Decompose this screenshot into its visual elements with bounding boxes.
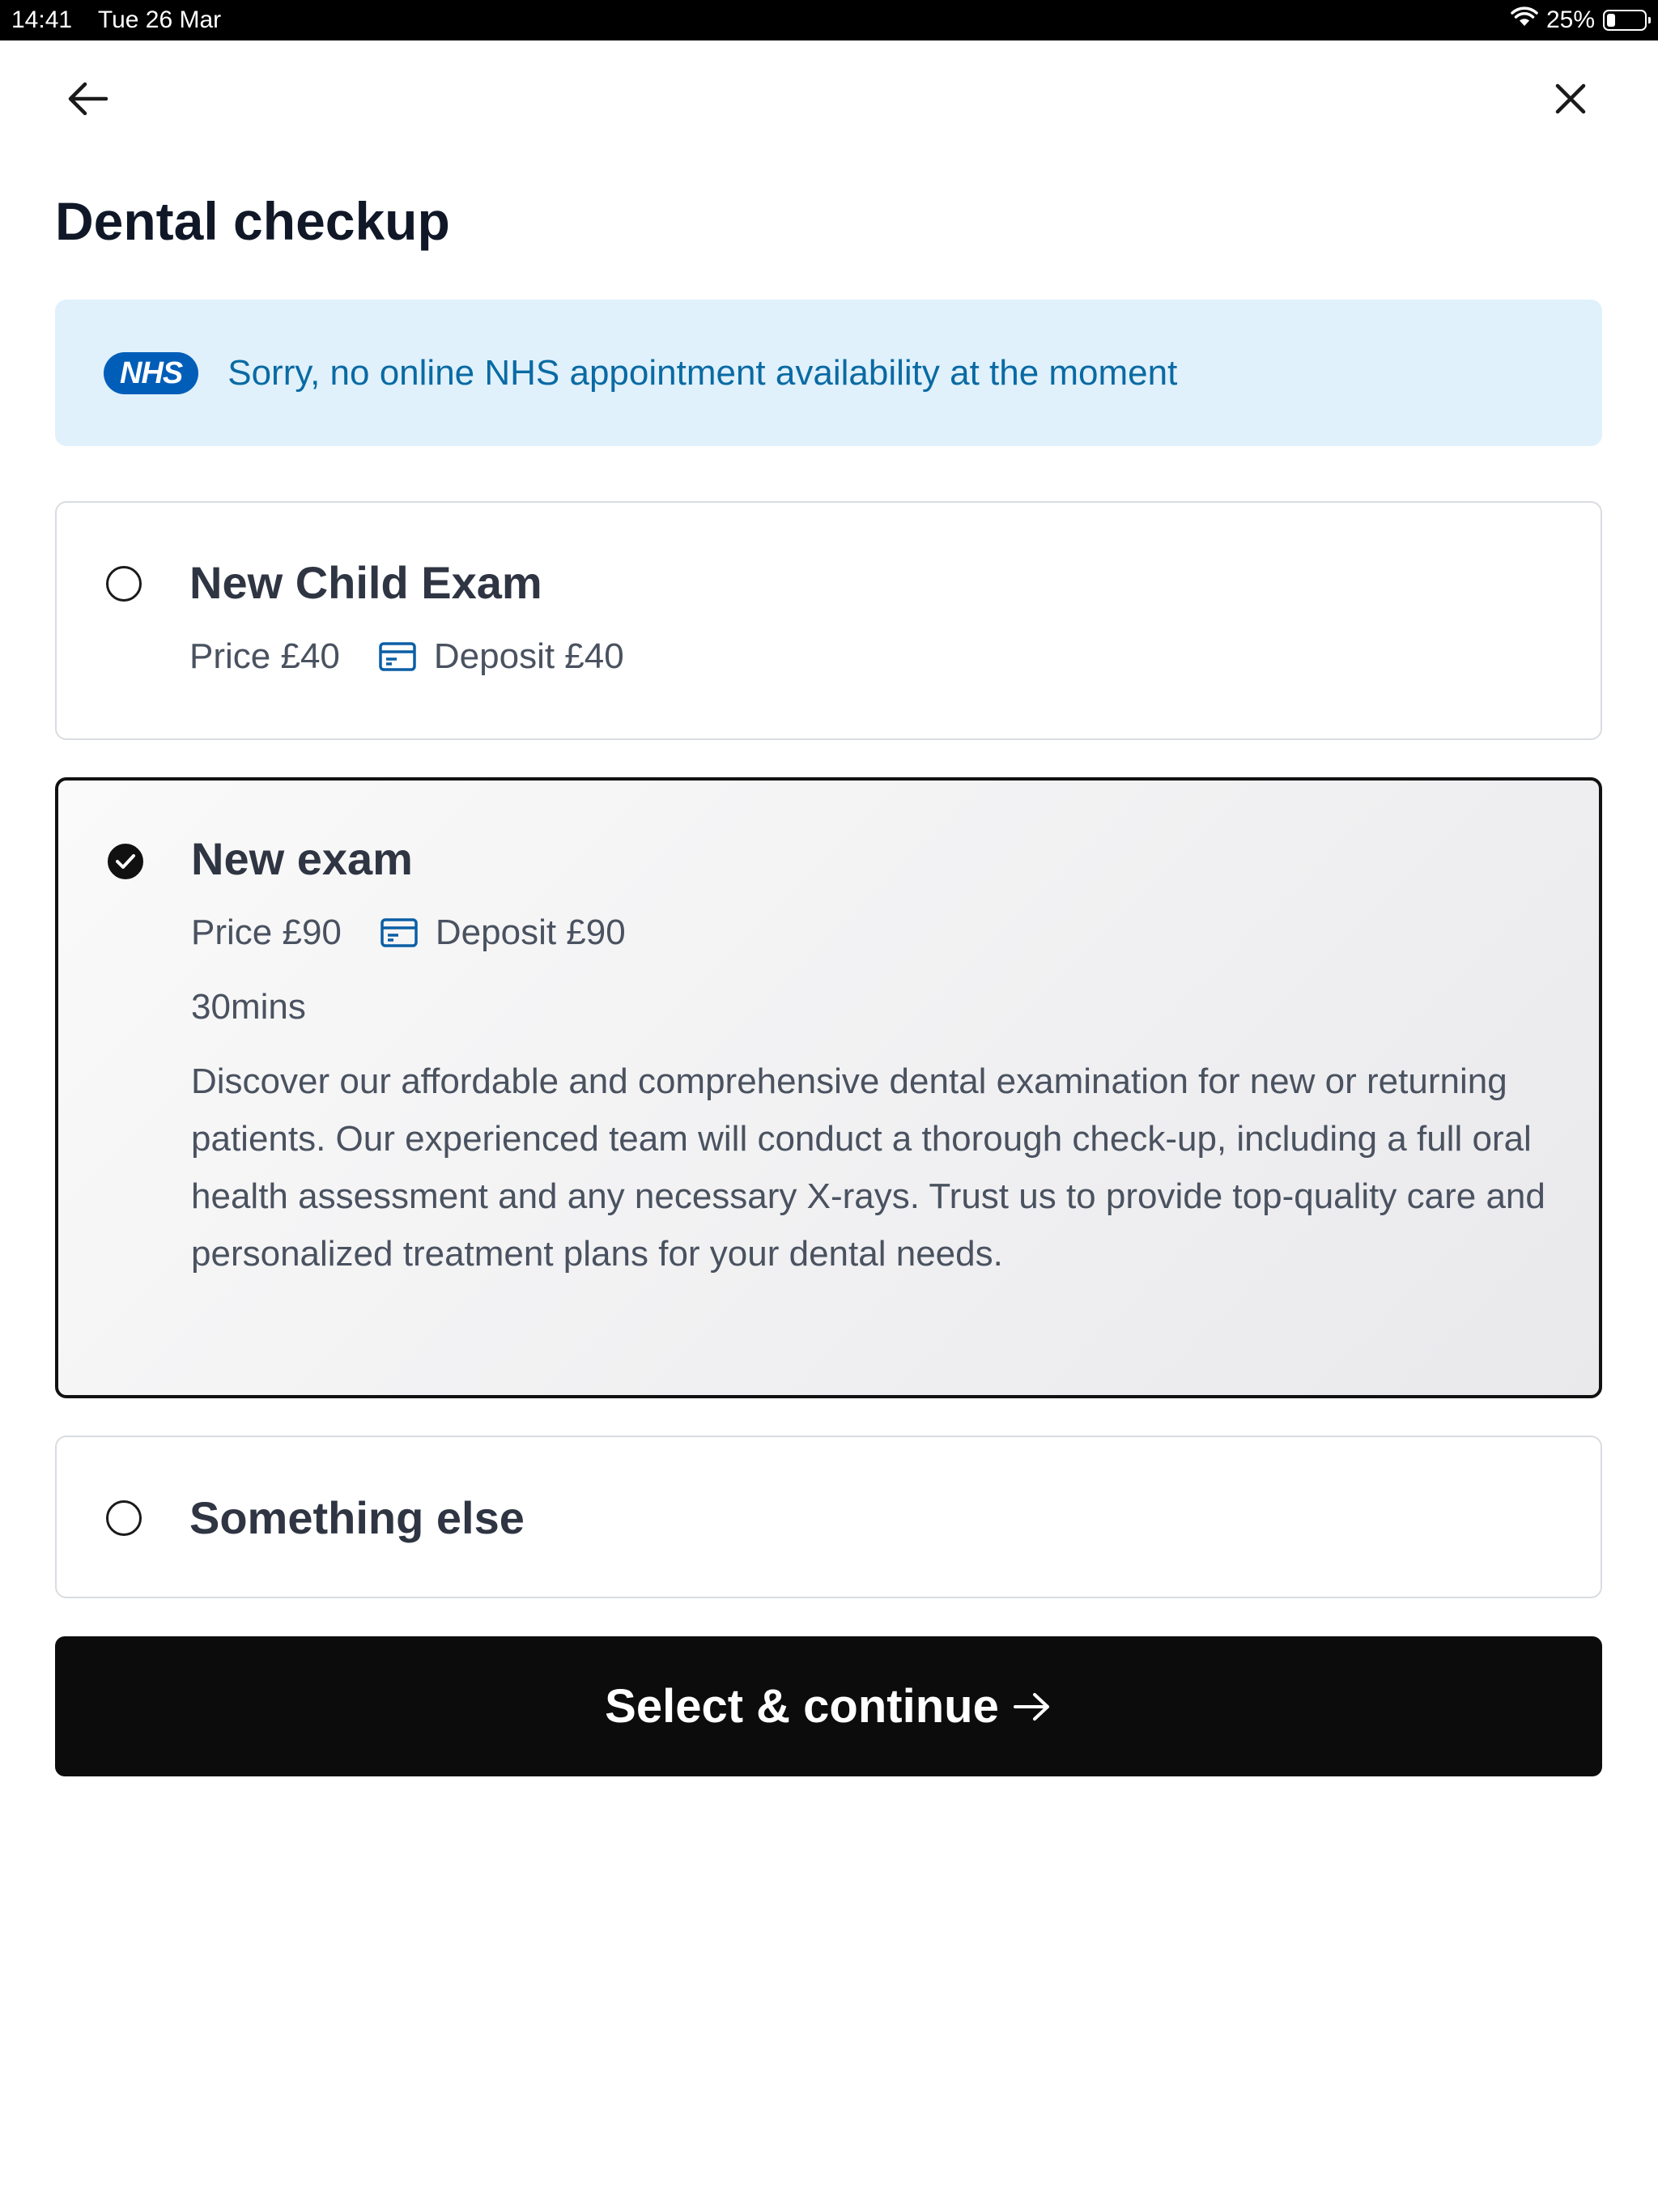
arrow-right-icon xyxy=(1012,1691,1052,1723)
radio-checked-icon[interactable] xyxy=(108,844,143,879)
option-something-else[interactable] xyxy=(55,1436,1602,1598)
wifi-icon xyxy=(1511,0,1538,40)
credit-card-icon xyxy=(379,642,416,671)
price-label: Price £90 xyxy=(191,912,342,952)
close-button[interactable] xyxy=(1543,73,1598,128)
option-new-exam[interactable] xyxy=(55,777,1602,1398)
status-time: 14:41 xyxy=(11,6,73,33)
status-date: Tue 26 Mar xyxy=(97,6,222,33)
radio-unchecked-icon[interactable] xyxy=(106,1500,142,1536)
option-title: Something else xyxy=(189,1492,525,1543)
deposit-label: Deposit £90 xyxy=(435,912,626,952)
price-label: Price £40 xyxy=(189,636,340,676)
option-new-child-exam[interactable] xyxy=(55,501,1602,740)
option-pricing xyxy=(191,912,626,953)
button-label: Select & continue xyxy=(605,1680,999,1733)
nhs-availability-banner xyxy=(55,300,1602,446)
banner-message: Sorry, no online NHS appointment availability at the moment xyxy=(227,352,1178,393)
arrow-left-icon xyxy=(66,81,109,121)
back-button[interactable] xyxy=(60,73,115,128)
deposit-label: Deposit £40 xyxy=(433,636,624,676)
page-title: Dental checkup xyxy=(55,191,450,251)
nhs-logo: NHS xyxy=(104,352,198,394)
option-description: Discover our affordable and comprehensive dental examination for new or returning patients. Our experienced team will conduct a thorough check-up, including a full oral health assessment and any necessary X-rays. Trust us to provide top-quality care and personalized treatment plans for your dental needs. xyxy=(191,1061,1545,1274)
battery-icon xyxy=(1603,10,1647,31)
battery-percentage: 25% xyxy=(1545,6,1595,33)
duration-label: 30mins xyxy=(191,987,306,1027)
select-continue-button[interactable] xyxy=(55,1636,1602,1776)
option-title: New exam xyxy=(191,833,413,884)
credit-card-icon xyxy=(380,918,418,947)
option-pricing xyxy=(189,636,624,677)
radio-unchecked-icon[interactable] xyxy=(106,566,142,602)
close-icon xyxy=(1554,83,1587,119)
option-title: New Child Exam xyxy=(189,557,542,608)
status-bar xyxy=(0,0,1658,40)
